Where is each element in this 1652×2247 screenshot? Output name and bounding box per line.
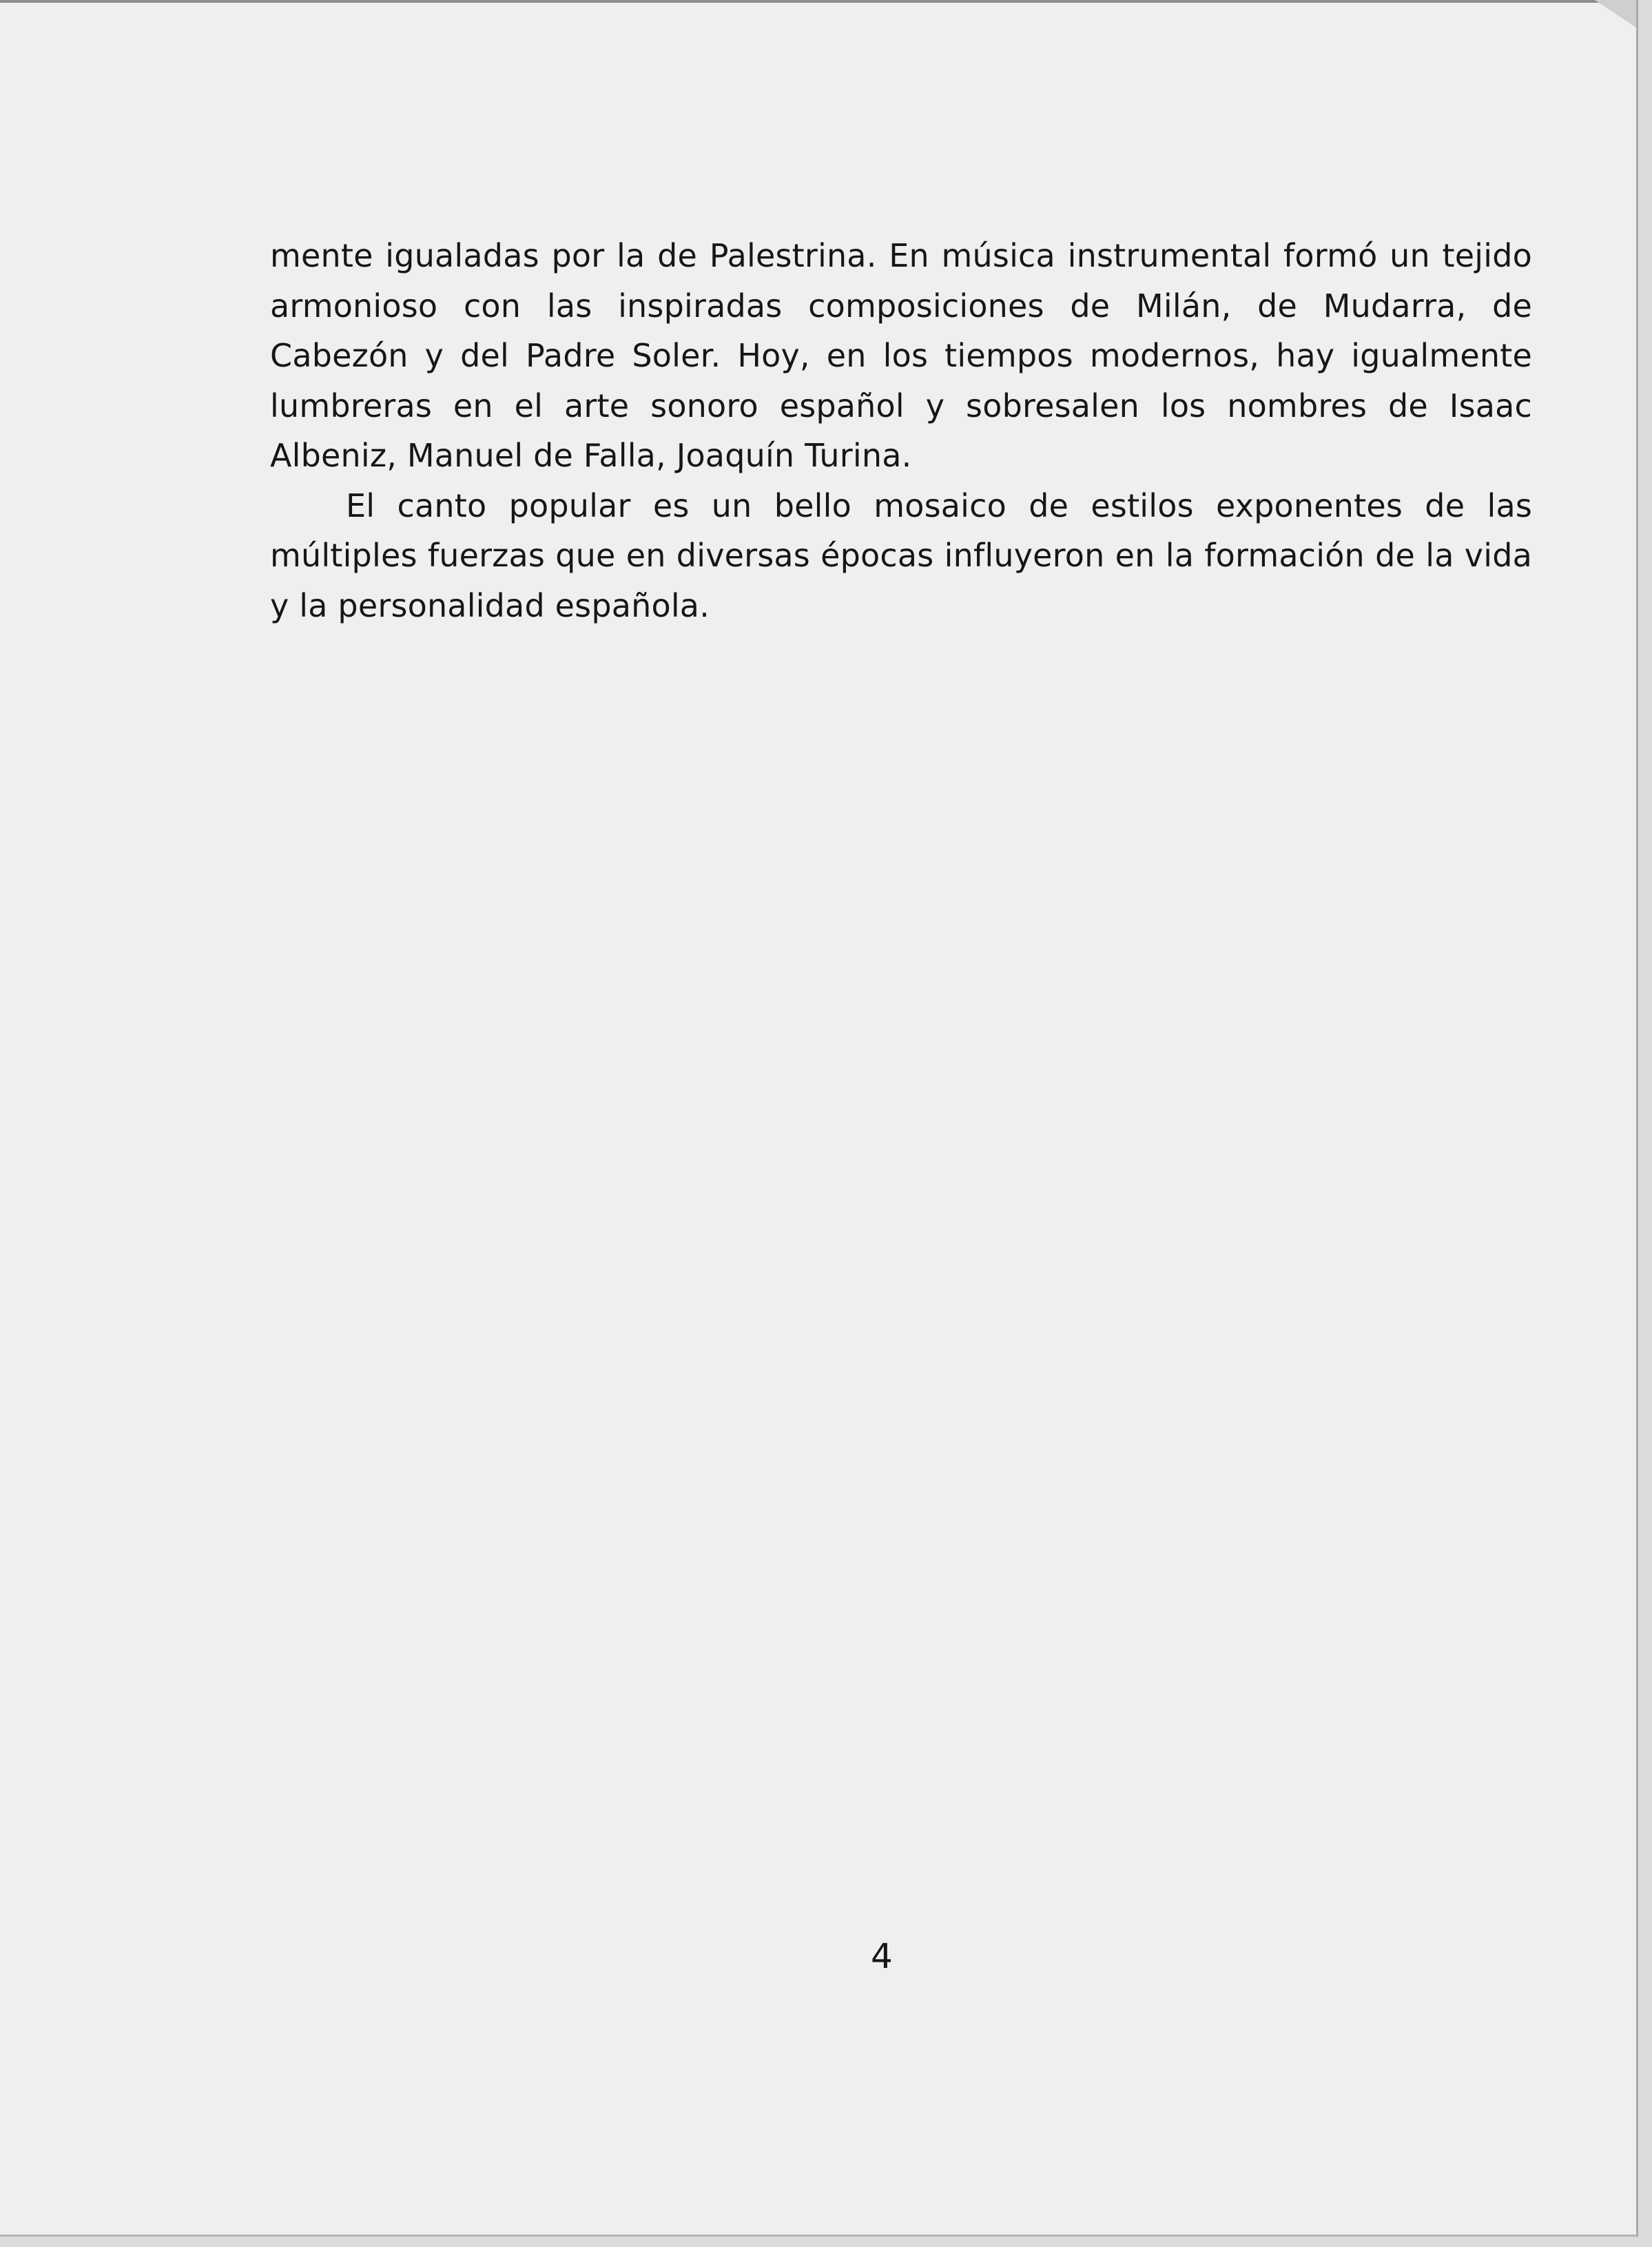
page-number: 4: [871, 1936, 893, 1976]
paragraph-2: El canto popular es un bello mosaico de estilos exponentes de las múltiples fuerzas que en diversas épocas influyeron en la formación de la vida y la personalidad española.: [270, 486, 1532, 624]
page-top-edge: [0, 0, 1612, 3]
page-corner-fold: [1595, 0, 1636, 28]
paragraph-1: mente igualadas por la de Palestrina. En música instrumental formó un tejido armonioso con las inspiradas composiciones de Milán, de Mudarra, de Cabezón y del Padre Soler. Hoy, en los tiempos modernos, hay igualmente lumbreras en el arte sonoro español y sobresalen los nombres de Isaac Albeniz, Manuel de Falla, Joaquín Turina.: [270, 237, 1532, 474]
body-text: [270, 231, 1532, 630]
